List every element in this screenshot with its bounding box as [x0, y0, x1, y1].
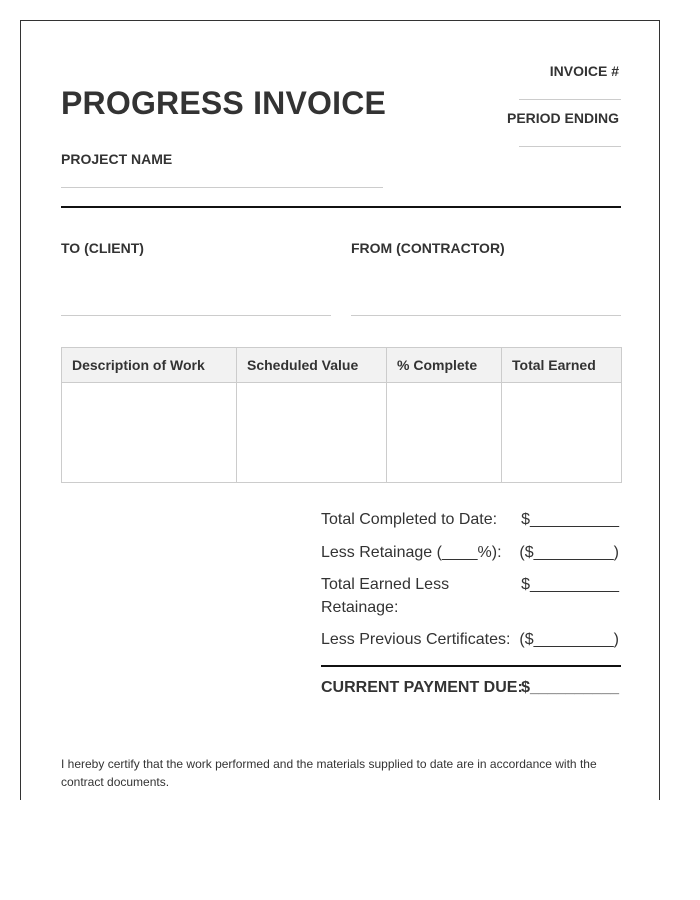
current-payment-due-value[interactable]: $__________	[521, 679, 619, 696]
invoice-sheet	[20, 20, 660, 800]
description-cell[interactable]	[62, 383, 237, 483]
total-completed-value[interactable]: $__________	[521, 511, 619, 528]
less-retainage-label: Less Retainage (____%):	[321, 544, 502, 561]
scheduled-value-cell[interactable]	[237, 383, 387, 483]
invoice-number-label: INVOICE #	[549, 63, 619, 79]
total-earned-cell[interactable]	[502, 383, 622, 483]
column-header-description: Description of Work	[62, 348, 237, 383]
total-earned-less-retainage-value[interactable]: $__________	[521, 576, 619, 593]
header-divider	[61, 206, 621, 208]
table-header-row	[62, 348, 622, 383]
column-header-total-earned: Total Earned	[502, 348, 622, 383]
total-completed-label: Total Completed to Date:	[321, 511, 498, 528]
page-title: PROGRESS INVOICE	[61, 85, 387, 121]
period-ending-label: PERIOD ENDING	[506, 110, 619, 126]
current-payment-due-label: CURRENT PAYMENT DUE:	[321, 679, 523, 696]
column-header-percent-complete: % Complete	[387, 348, 502, 383]
summary-divider	[321, 665, 621, 667]
total-earned-less-retainage-label: Total Earned Less Retainage:	[321, 576, 450, 616]
certification-text: I hereby certify that the work performed and the materials supplied to date are in accordance with the contract documents.	[61, 757, 597, 789]
invoice-number-field[interactable]	[519, 99, 621, 100]
from-contractor-field[interactable]	[351, 315, 621, 316]
table-row	[62, 383, 622, 483]
column-header-scheduled-value: Scheduled Value	[237, 348, 387, 383]
project-name-field[interactable]	[61, 187, 383, 188]
to-client-label: TO (CLIENT)	[61, 240, 144, 256]
percent-complete-cell[interactable]	[387, 383, 502, 483]
work-table	[61, 347, 622, 483]
to-client-field[interactable]	[61, 315, 331, 316]
less-previous-certificates-label: Less Previous Certificates:	[321, 631, 511, 648]
period-ending-field[interactable]	[519, 146, 621, 147]
project-name-label: PROJECT NAME	[61, 151, 173, 167]
less-previous-certificates-value[interactable]: ($_________)	[519, 631, 619, 648]
from-contractor-label: FROM (CONTRACTOR)	[351, 240, 505, 256]
less-retainage-value[interactable]: ($_________)	[519, 544, 619, 561]
